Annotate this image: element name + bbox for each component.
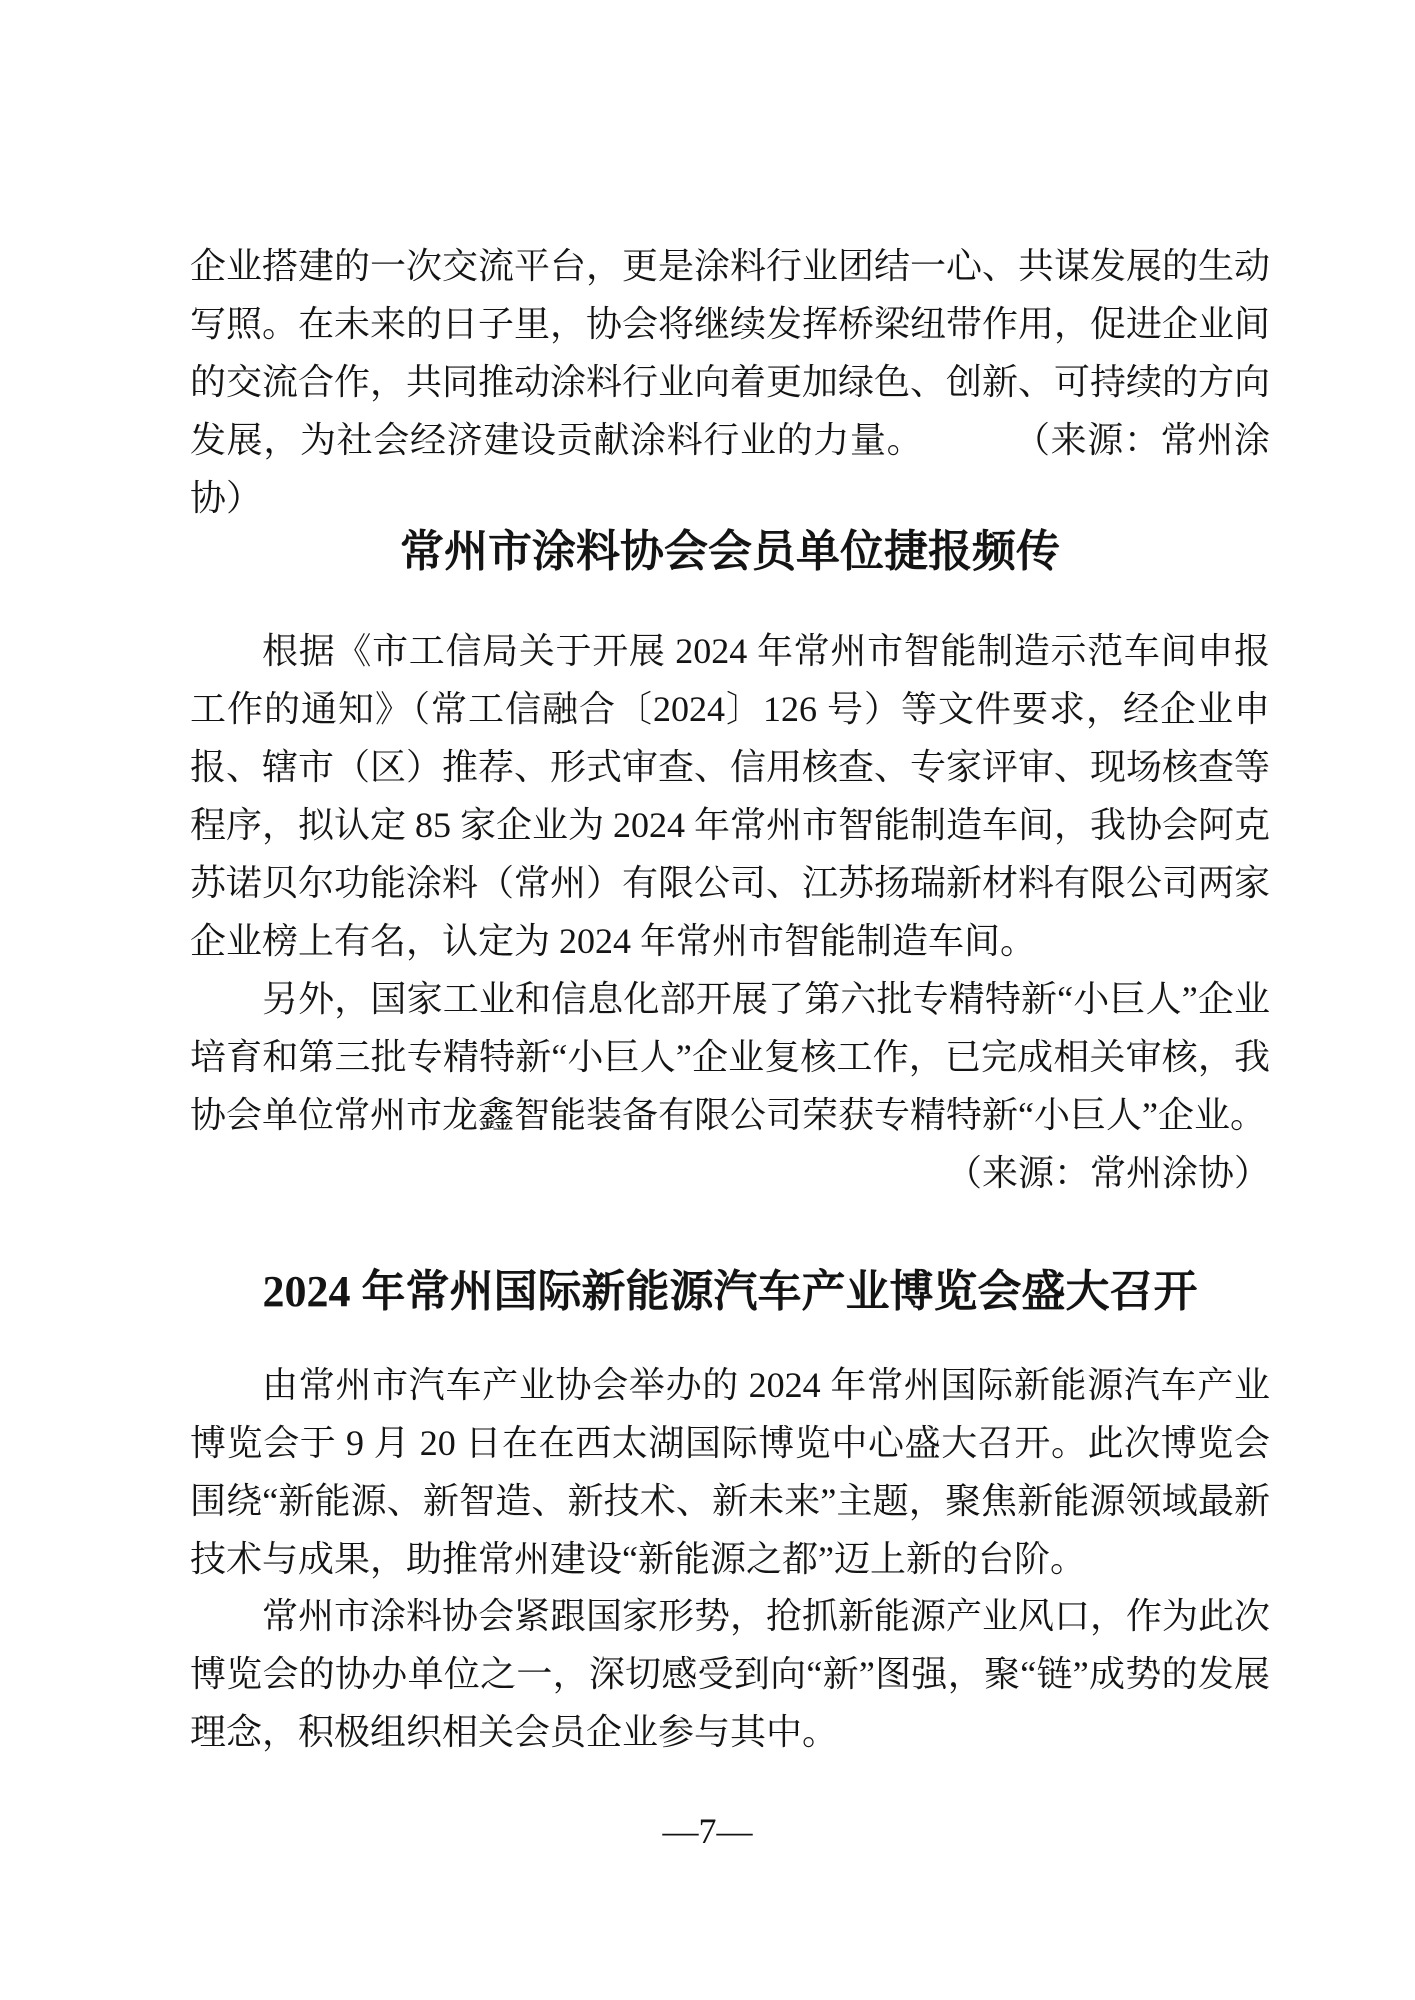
section-1-paragraph-2: 另外，国家工业和信息化部开展了第六批专精特新“小巨人”企业培育和第三批专精特新“小巨人”企业复核工作，已完成相关审核，我协会单位常州市龙鑫智能装备有限公司荣获专精特新“小巨人”企业。 xyxy=(190,979,1270,1135)
page-content xyxy=(190,0,1270,2000)
section-2-paragraph-1: 由常州市汽车产业协会举办的 2024 年常州国际新能源汽车产业博览会于 9 月 20 日在在西太湖国际博览中心盛大召开。此次博览会围绕“新能源、新智造、新技术、新未来”主题，聚焦新能源领域最新技术与成果，助推常州建设“新能源之都”迈上新的台阶。 xyxy=(190,1365,1270,1579)
intro-paragraph xyxy=(190,237,1270,527)
intro-source-gap xyxy=(923,451,1013,452)
section-1-title: 常州市涂料协会会员单位捷报频传 xyxy=(400,527,1060,576)
section-1-paragraph-1: 根据《市工信局关于开展 2024 年常州市智能制造示范车间申报工作的通知》（常工信融合〔2024〕126 号）等文件要求，经企业申报、辖市（区）推荐、形式审查、信用核查、专家评审、现场核查等程序，拟认定 85 家企业为 2024 年常州市智能制造车间，我协会阿克苏诺贝尔功能涂料（常州）有限公司、江苏扬瑞新材料有限公司两家企业榜上有名，认定为 2024 年常州市智能制造车间。 xyxy=(190,631,1271,961)
page-number: —7— xyxy=(662,1811,753,1851)
section-2-title: 2024 年常州国际新能源汽车产业博览会盛大召开 xyxy=(262,1267,1198,1316)
intro-source-label: （来源：常州涂协） xyxy=(190,420,1270,518)
section-2-paragraph-2: 常州市涂料协会紧跟国家形势，抢抓新能源产业风口，作为此次博览会的协办单位之一，深切感受到向“新”图强，聚“链”成势的发展理念，积极组织相关会员企业参与其中。 xyxy=(190,1596,1271,1752)
intro-paragraph-text: 企业搭建的一次交流平台，更是涂料行业团结一心、共谋发展的生动写照。在未来的日子里，协会将继续发挥桥梁纽带作用，促进企业间的交流合作，共同推动涂料行业向着更加绿色、创新、可持续的方向发展，为社会经济建设贡献涂料行业的力量。 xyxy=(190,246,1271,460)
section-1-source-label: （来源：常州涂协） xyxy=(945,1153,1270,1193)
